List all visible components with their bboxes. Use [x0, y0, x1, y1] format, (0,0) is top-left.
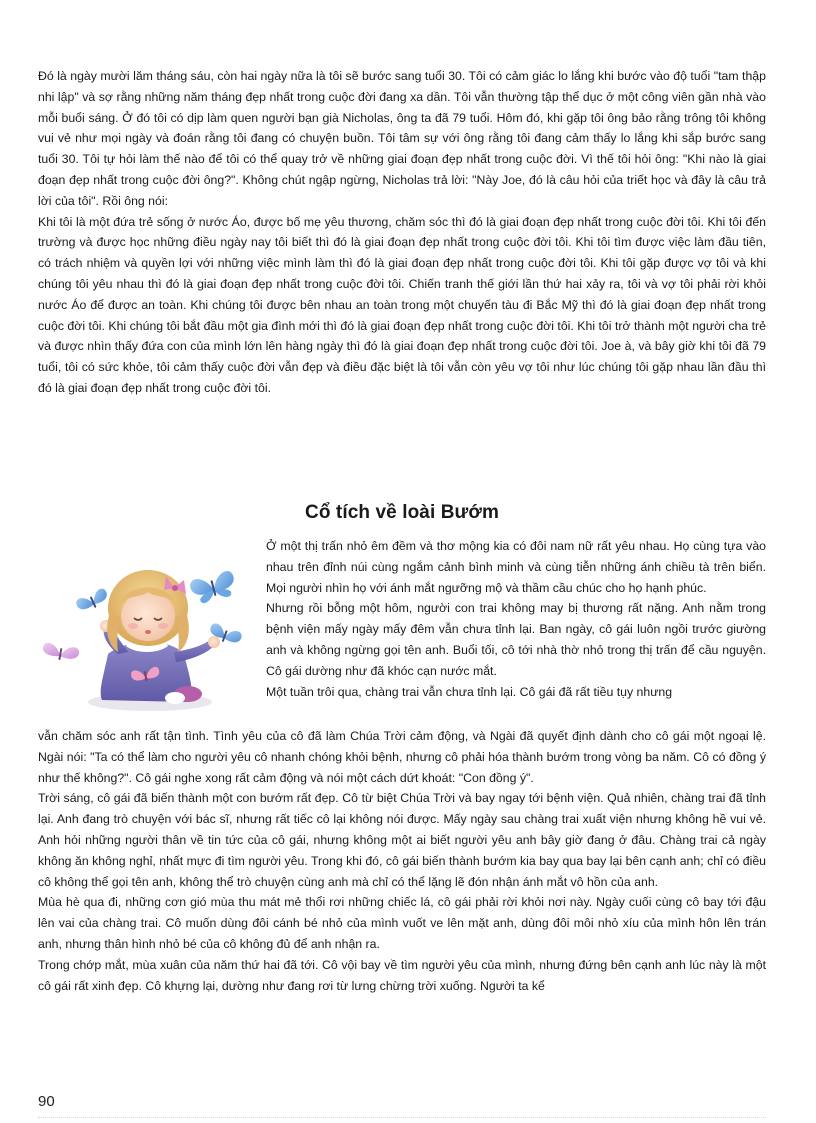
story-title: Cổ tích về loài Bướm — [305, 501, 499, 523]
girl-with-butterflies-illustration — [38, 542, 248, 717]
story-two-paragraph-3: Một tuần trôi qua, chàng trai vẫn chưa tỉnh lại. Cô gái đã rất tiều tụy nhưng — [266, 684, 673, 699]
story-two-paragraph-2: Nhưng rồi bỗng một hôm, người con trai không may bị thương rất nặng. Anh nằm trong bệnh viện mấy ngày mấy đêm vẫn chưa tỉnh lại. Ban ngày, cô gái luôn ngồi trước giường anh và không ngừng gọi tên anh. Buổi tối, cô tới nhà thờ nhỏ trong thị trấn để cầu nguyện. Cô gái dường như đã khóc cạn nước mắt. — [266, 601, 766, 678]
story-one-paragraph-2: Khi tôi là một đứa trẻ sống ở nước Áo, được bố mẹ yêu thương, chăm sóc thì đó là giai đoạn đẹp nhất trong cuộc đời tôi. Khi tôi đến trường và được học những điều ngày nay tôi biết thì đó là giai đoạn đẹp nhất trong cuộc đời tôi. Khi tôi tìm được việc làm đầu tiên, có trách nhiệm và quyền lợi với những việc mình làm thì đó là giai đoạn đẹp nhất trong cuộc đời tôi. Khi tôi gặp được vợ tôi và khi chúng tôi yêu nhau thì đó là giai đoạn đẹp nhất trong cuộc đời tôi. Chiến tranh thế giới lần thứ hai xảy ra, tôi và vợ tôi phải rời khỏi nước Áo để được an toàn. Khi chúng tôi được bên nhau an toàn trong một chuyến tàu đi Bắc Mỹ thì đó là giai đoạn đẹp nhất trong cuộc đời tôi. Khi chúng tôi bắt đầu một gia đình mới thì đó là giai đoạn đẹp nhất trong cuộc đời tôi. Khi tôi trở thành một người cha trẻ và được nhìn thấy đứa con của mình lớn lên hàng ngày thì đó là giai đoạn đẹp nhất trong cuộc đời tôi. Joe à, và bây giờ khi tôi đã 79 tuổi, tôi có sức khỏe, tôi cảm thấy cuộc đời vẫn đẹp và điều đặc biệt là tôi vẫn còn yêu vợ tôi như lúc chúng tôi gặp nhau lần đầu thì đó là giai đoạn đẹp nhất trong cuộc đời tôi. — [38, 214, 766, 395]
page-number: 90 — [38, 1093, 55, 1110]
story-two-full-width-text — [38, 726, 766, 996]
footer-divider — [38, 1117, 766, 1118]
story-two-paragraph-6: Trong chớp mắt, mùa xuân của năm thứ hai đã tới. Cô vội bay về tìm người yêu của mình, nhưng đứng bên cạnh anh lúc này là một cô gái rất xinh đẹp. Cô khựng lại, dường như đang rơi từ lưng chừng trời xuống. Người ta kể — [38, 957, 766, 993]
story-two-paragraph-1: Ở một thị trấn nhỏ êm đềm và thơ mộng kia có đôi nam nữ rất yêu nhau. Họ cùng tựa vào nhau trên đỉnh núi cùng ngắm cảnh bình minh và cùng tiễn những ánh chiều tà trên biển. Mọi người nhìn họ với ánh mắt ngưỡng mộ và thầm cầu chúc cho họ hạnh phúc. — [266, 539, 766, 595]
document-page — [38, 0, 766, 1123]
story-two-wrapped-text — [266, 536, 766, 702]
story-two-paragraph-5: Mùa hè qua đi, những cơn gió mùa thu mát mẻ thổi rơi những chiếc lá, cô gái phải rời khỏi nơi này. Ngày cuối cùng cô bay tới đậu lên vai của chàng trai. Cô muốn dùng đôi cánh bé nhỏ của mình vuốt ve lên mặt anh, dùng đôi môi nhỏ xíu của mình hôn lên trán anh, nhưng thân hình nhỏ bé của cô không đủ để anh nhận ra. — [38, 895, 766, 951]
story-one — [38, 66, 766, 399]
story-two-paragraph-3-continued: vẫn chăm sóc anh rất tận tình. Tình yêu của cô đã làm Chúa Trời cảm động, và Ngài đã quyết định dành cho cô gái một ngoại lệ. Ngài nói: "Ta có thể làm cho người yêu cô nhanh chóng khỏi bệnh, nhưng cô phải hóa thành bướm trong vòng ba năm. Cô có đồng ý như thế không?". Cô gái nghe xong rất cảm động và nói một cách dứt khoát: "Con đồng ý". — [38, 729, 766, 785]
story-two-paragraph-4: Trời sáng, cô gái đã biến thành một con bướm rất đẹp. Cô từ biệt Chúa Trời và bay ngay tới bệnh viện. Quả nhiên, chàng trai đã tỉnh lại. Anh đang trò chuyện với bác sĩ, nhưng rất tiếc cô lại không nói được. Mấy ngày sau chàng trai xuất viện nhưng không hề vui vẻ. Anh hỏi những người thân về tin tức của cô gái, nhưng không một ai biết người yêu anh bây giờ đang ở đâu. Chàng trai cả ngày không ăn không nghỉ, nhất mực đi tìm người yêu. Trong khi đó, cô gái biến thành bướm kia bay qua bay lại bên cạnh anh; chỉ có điều cô không thể gọi tên anh, không thể trò chuyện cùng anh mà chỉ có thể lặng lẽ đón nhận ánh mắt vô hồn của anh. — [38, 791, 766, 889]
story-one-paragraph-1: Đó là ngày mười lăm tháng sáu, còn hai ngày nữa là tôi sẽ bước sang tuổi 30. Tôi có cảm giác lo lắng khi bước vào độ tuổi "tam thập nhi lập" và sợ rằng những năm tháng đẹp nhất trong cuộc đời đang xa dần. Tôi vẫn thường tập thể dục ở một công viên gần nhà vào mỗi buổi sáng. Ở đó tôi có dịp làm quen người bạn già Nicholas, ông ta đã 79 tuổi. Hôm đó, khi gặp tôi ông bảo rằng trông tôi không vui vẻ như mọi ngày và đoán rằng tôi đang có chuyện buồn. Tôi tâm sự với ông rằng tôi đang cảm thấy lo lắng khi sắp bước sang tuổi 30. Tôi tự hỏi làm thế nào để tôi có thể quay trở về những giai đoạn đẹp nhất trong cuộc đời. Vì thế tôi hỏi ông: "Khi nào là giai đoạn đẹp nhất trong cuộc đời ông?". Không chút ngập ngừng, Nicholas trả lời: "Này Joe, đó là câu hỏi của triết học và đây là câu trả lời của tôi". Rồi ông nói: — [38, 69, 766, 208]
